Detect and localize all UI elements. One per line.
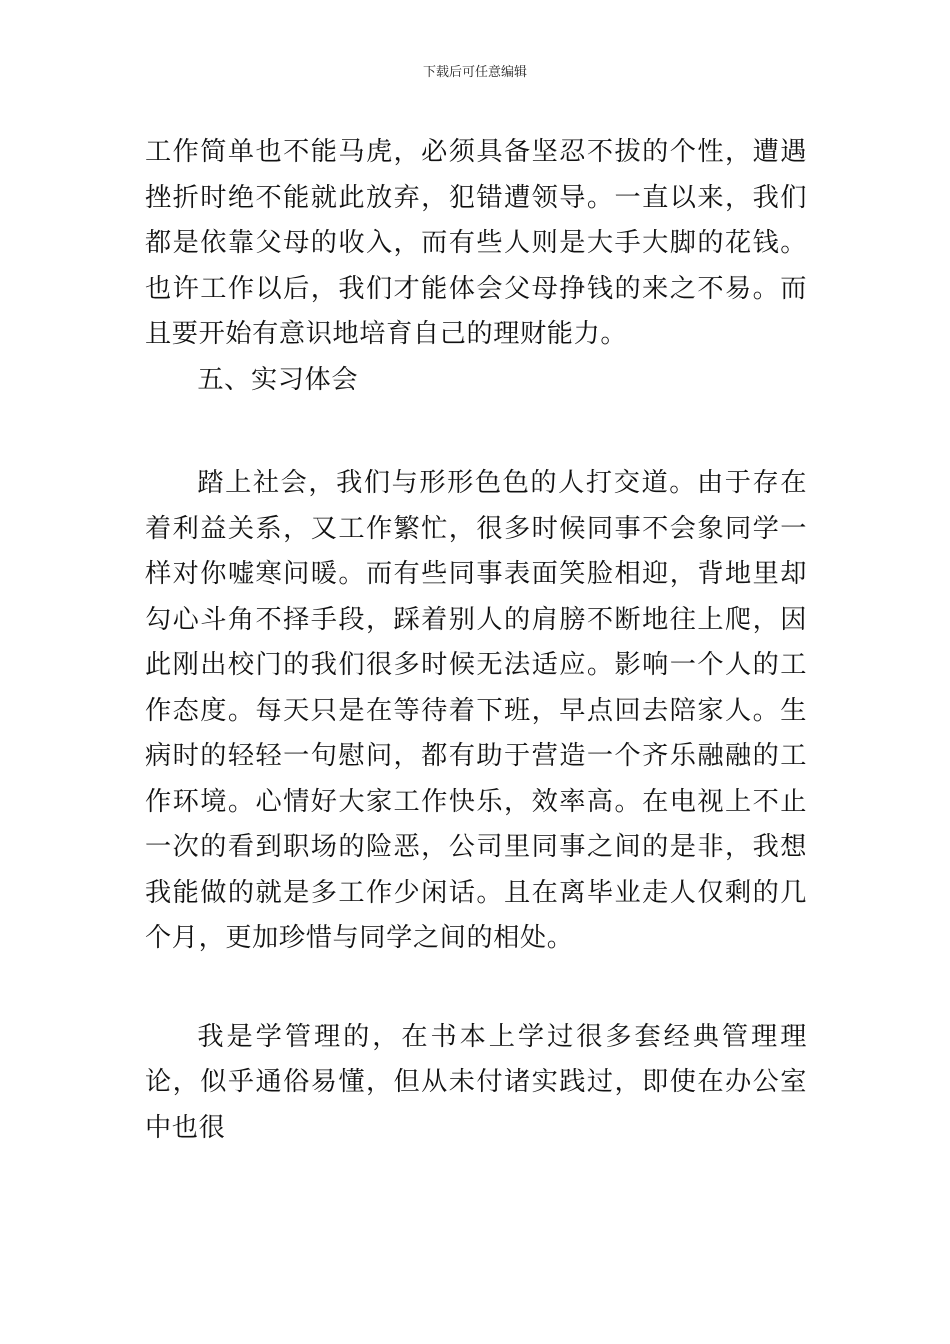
document-body — [145, 130, 807, 1151]
paragraph-internship-experience: 踏上社会，我们与形形色色的人打交道。由于存在着利益关系，又工作繁忙，很多时候同事不会象同学一样对你嘘寒问暖。而有些同事表面笑脸相迎，背地里却勾心斗角不择手段，踩着别人的肩膀不断地往上爬，因此刚出校门的我们很多时候无法适应。影响一个人的工作态度。每天只是在等待着下班，早点回去陪家人。生病时的轻轻一句慰问，都有助于营造一个齐乐融融的工作环境。心情好大家工作快乐，效率高。在电视上不止一次的看到职场的险恶，公司里同事之间的是非，我想我能做的就是多工作少闲话。且在离毕业走人仅剩的几个月，更加珍惜与同学之间的相处。 — [145, 468, 807, 953]
paragraph-continuation: 工作简单也不能马虎，必须具备坚忍不拔的个性，遭遇挫折时绝不能就此放弃，犯错遭领导。一直以来，我们都是依靠父母的收入，而有些人则是大手大脚的花钱。也许工作以后，我们才能体会父母挣钱的来之不易。而且要开始有意识地培育自己的理财能力。 — [145, 137, 807, 349]
page-header-note: 下载后可任意编辑 — [422, 65, 527, 80]
paragraph-management-study: 我是学管理的，在书本上学过很多套经典管理理论，似乎通俗易懂，但从未付诸实践过，即使在办公室中也很 — [145, 1021, 807, 1143]
section-heading: 五、实习体会 — [197, 364, 359, 395]
